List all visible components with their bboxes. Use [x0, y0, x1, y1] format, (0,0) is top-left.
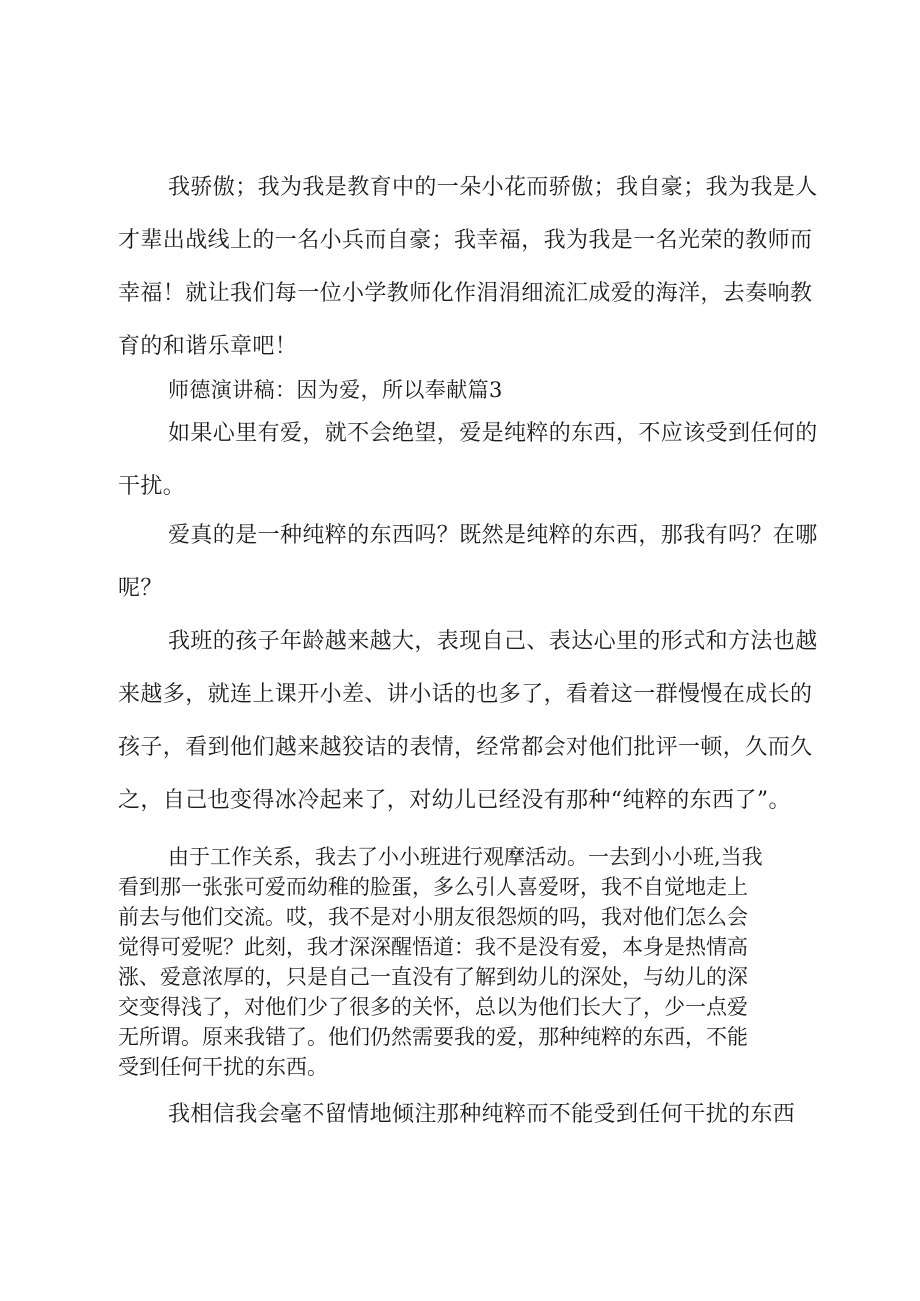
- paragraph-1-line-3: 幸福！就让我们每一位小学教师化作涓涓细流汇成爱的海洋，去奏响教: [118, 281, 813, 306]
- paragraph-1-line-1: 我骄傲；我为我是教育中的一朵小花而骄傲；我自豪；我为我是人: [168, 175, 818, 200]
- paragraph-5-line-6: 交变得浅了，对他们少了很多的关怀，总以为他们长大了，少一点爱: [118, 995, 748, 1019]
- paragraph-4-line-1: 我班的孩子年龄越来越大，表现自己、表达心里的形式和方法也越: [168, 629, 818, 654]
- paragraph-5-line-7: 无所谓。原来我错了。他们仍然需要我的爱，那种纯粹的东西，不能: [118, 1025, 748, 1049]
- paragraph-5-line-4: 觉得可爱呢？此刻，我才深深醒悟道：我不是没有爱，本身是热情高: [118, 935, 748, 959]
- paragraph-4-line-4: 之，自己也变得冰冷起来了，对幼儿已经没有那种“纯粹的东西了”。: [118, 788, 791, 813]
- paragraph-5-line-5: 涨、爱意浓厚的，只是自己一直没有了解到幼儿的深处，与幼儿的深: [118, 965, 748, 989]
- paragraph-4-line-3: 孩子，看到他们越来越狡诘的表情，经常都会对他们批评一顿，久而久: [118, 735, 813, 760]
- paragraph-1-line-4: 育的和谐乐章吧！: [118, 334, 298, 359]
- paragraph-3-line-1: 爱真的是一种纯粹的东西吗？既然是纯粹的东西，那我有吗？在哪: [168, 523, 818, 548]
- paragraph-6-line-1: 我相信我会毫不留情地倾注那种纯粹而不能受到任何干扰的东西: [168, 1102, 796, 1127]
- paragraph-1-line-2: 才辈出战线上的一名小兵而自豪；我幸福，我为我是一名光荣的教师而: [118, 228, 813, 253]
- paragraph-5-line-2: 看到那一张张可爱而幼稚的脸蛋，多么引人喜爱呀，我不自觉地走上: [118, 875, 748, 899]
- paragraph-4-line-2: 来越多，就连上课开小差、讲小话的也多了，看着这一群慢慢在成长的: [118, 682, 813, 707]
- paragraph-5-line-8: 受到任何干扰的东西。: [118, 1055, 328, 1079]
- paragraph-2-line-1: 如果心里有爱，就不会绝望，爱是纯粹的东西，不应该受到任何的: [168, 421, 818, 446]
- paragraph-5-line-3: 前去与他们交流。哎，我不是对小朋友很怨烦的吗，我对他们怎么会: [118, 905, 748, 929]
- paragraph-5-line-1: 由于工作关系，我去了小小班进行观摩活动。一去到小小班,当我: [168, 845, 763, 869]
- section-heading: 师德演讲稿：因为爱，所以奉献篇3: [168, 378, 503, 402]
- paragraph-2-line-2: 干扰。: [118, 474, 186, 499]
- paragraph-3-line-2: 呢？: [118, 576, 163, 601]
